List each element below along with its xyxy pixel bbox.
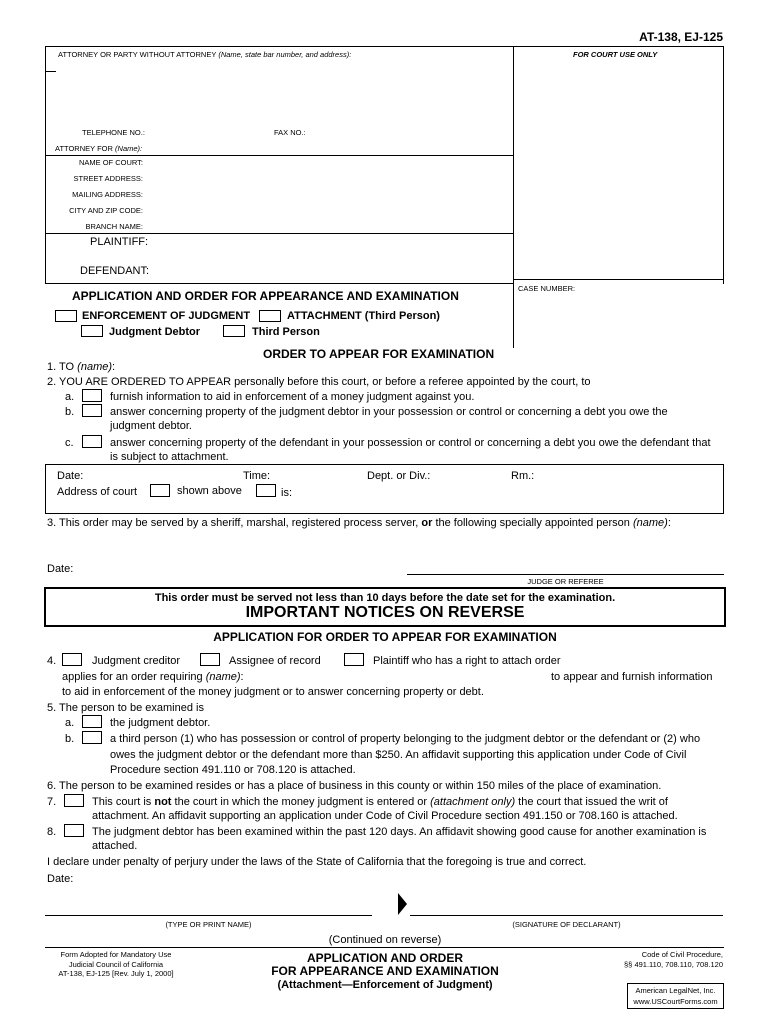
code-line-1: Code of Civil Procedure,: [641, 950, 723, 959]
continued-text: (Continued on reverse): [328, 934, 442, 946]
legalnet-link[interactable]: www.USCourtForms.com: [633, 997, 718, 1006]
plaintiff-attach-checkbox[interactable]: [344, 653, 364, 666]
form-adopted: [45, 950, 187, 979]
order-date-label[interactable]: Date:: [47, 563, 74, 575]
signature-label: (SIGNATURE OF DECLARANT): [512, 920, 621, 929]
app-item-4-number: 4.: [47, 655, 57, 667]
app-item-5: 5. The person to be examined is: [47, 702, 204, 714]
form-title: APPLICATION AND ORDER FOR APPEARANCE AND EXAMINATION: [72, 289, 459, 303]
print-name-label: (TYPE OR PRINT NAME): [165, 920, 252, 929]
order-b-label: b.: [65, 406, 75, 418]
address-is-label: is:: [281, 487, 292, 499]
code-reference: [624, 950, 723, 969]
caption-right-border: [723, 46, 724, 284]
order-b-checkbox[interactable]: [82, 404, 102, 417]
order-b-text: answer concerning property of the judgment debtor in your possession or control or concerning a debt you owe the judgment debtor.: [110, 406, 668, 432]
form-adopted-line-3: AT-138, EJ-125 [Rev. July 1, 2000]: [58, 969, 174, 978]
order-c-text: answer concerning property of the defendant in your possession or control or concerning a debt you owe the defendant that is subject to attachment.: [110, 437, 711, 463]
judgment-debtor-checkbox[interactable]: [81, 325, 103, 337]
attorney-label: ATTORNEY OR PARTY WITHOUT ATTORNEY (Name, state bar number, and address):: [58, 50, 352, 59]
app-5b-text: a third person (1) who has possession or control of property belonging to the judgment debtor or the defendant or (2) who owes the judgment debtor or the defendant more than $250. An affidavit supporting this application under Code of Civil Procedure section 491.110 or 708.120 is attached.: [110, 733, 701, 776]
app-8-checkbox[interactable]: [64, 824, 84, 837]
name-of-court-label[interactable]: NAME OF COURT:: [78, 158, 143, 167]
defendant-label[interactable]: DEFENDANT:: [80, 265, 150, 277]
applies-text: applies for an order requiring (name):: [62, 671, 244, 683]
order-a-checkbox[interactable]: [82, 389, 102, 402]
telephone-label[interactable]: TELEPHONE NO.:: [82, 128, 145, 137]
judge-label: JUDGE OR REFEREE: [527, 577, 604, 586]
judgment-debtor-label: Judgment Debtor: [109, 326, 201, 338]
app-5a-text: the judgment debtor.: [110, 717, 211, 729]
branch-name-label[interactable]: BRANCH NAME:: [85, 222, 143, 231]
title-top-line: [45, 283, 514, 284]
fax-label[interactable]: FAX NO.:: [274, 128, 306, 137]
party-section-line: [46, 233, 513, 234]
print-name-line[interactable]: [45, 915, 372, 916]
enforcement-checkbox[interactable]: [55, 310, 77, 322]
order-a-text: furnish information to aid in enforcement of a money judgment against you.: [110, 391, 475, 403]
order-c-checkbox[interactable]: [82, 435, 102, 448]
app-8-text: The judgment debtor has been examined within the past 120 days. An affidavit showing good cause for another examination is attached.: [92, 826, 707, 852]
enforcement-label: ENFORCEMENT OF JUDGMENT: [82, 310, 251, 322]
plaintiff-label[interactable]: PLAINTIFF:: [90, 236, 149, 248]
city-zip-label[interactable]: CITY AND ZIP CODE:: [69, 206, 143, 215]
order-item-3: 3. This order may be served by a sheriff, marshal, registered process server, or the following specially appointed person (name):: [47, 517, 671, 529]
assignee-checkbox[interactable]: [200, 653, 220, 666]
hearing-room-label[interactable]: Rm.:: [511, 470, 535, 482]
attorney-mark: [46, 71, 56, 72]
hearing-date-label[interactable]: Date:: [57, 470, 84, 482]
court-use-label: FOR COURT USE ONLY: [573, 50, 658, 59]
footer-title-line-2: FOR APPEARANCE AND EXAMINATION: [271, 964, 499, 978]
assignee-label: Assignee of record: [229, 655, 321, 667]
app-5b-checkbox[interactable]: [82, 731, 102, 744]
street-address-label[interactable]: STREET ADDRESS:: [73, 174, 143, 183]
third-person-checkbox[interactable]: [223, 325, 245, 337]
order-item-1: 1. TO (name):: [47, 361, 116, 373]
attachment-checkbox[interactable]: [259, 310, 281, 322]
code-line-2: §§ 491.110, 708.110, 708.120: [624, 959, 723, 969]
judgment-creditor-checkbox[interactable]: [62, 653, 82, 666]
app-item-8-number: 8.: [47, 826, 57, 838]
order-c-label: c.: [65, 437, 74, 449]
to-appear-text: to appear and furnish information: [551, 671, 713, 683]
signature-arrow-icon: [398, 893, 408, 915]
caption-divider: [513, 46, 514, 348]
legalnet-box: [627, 983, 724, 1009]
application-heading: APPLICATION FOR ORDER TO APPEAR FOR EXAMINATION: [213, 630, 557, 644]
app-5a-checkbox[interactable]: [82, 715, 102, 728]
app-item-7-number: 7.: [47, 796, 57, 808]
form-adopted-line-2: Judicial Council of California: [68, 959, 164, 969]
app-item-6: 6. The person to be examined resides or has a place of business in this county or within 150 miles of the place of examination.: [47, 780, 662, 792]
app-5b-label: b.: [65, 733, 75, 745]
declaration-text: I declare under penalty of perjury under the laws of the State of California that the foregoing is true and correct.: [47, 856, 587, 868]
plaintiff-attach-label: Plaintiff who has a right to attach order: [373, 655, 561, 667]
hearing-dept-label[interactable]: Dept. or Div.:: [367, 470, 431, 482]
caption-top-border: [45, 46, 724, 47]
hearing-time-label[interactable]: Time:: [243, 470, 271, 482]
footer-title: [230, 952, 540, 992]
form-adopted-line-1: Form Adopted for Mandatory Use: [60, 950, 172, 959]
shown-above-checkbox[interactable]: [150, 484, 170, 497]
important-notices: IMPORTANT NOTICES ON REVERSE: [245, 604, 525, 621]
signature-line[interactable]: [410, 915, 723, 916]
app-7-text: This court is not the court in which the money judgment is entered or (attachment only) the court that issued the writ of attachment. An affidavit supporting an application under Code of Civil Procedure section 491.150 or 708.160 is attached.: [92, 796, 678, 822]
judgment-creditor-label: Judgment creditor: [92, 655, 181, 667]
shown-above-label: shown above: [177, 485, 242, 497]
app-5a-label: a.: [65, 717, 75, 729]
to-aid-text: to aid in enforcement of the money judgment or to answer concerning property or debt.: [62, 686, 484, 698]
case-number-top-line: [513, 279, 723, 280]
case-number-label[interactable]: CASE NUMBER:: [518, 284, 576, 293]
order-item-2: 2. YOU ARE ORDERED TO APPEAR personally before this court, or before a referee appointed by the court, to: [47, 376, 591, 388]
third-person-label: Third Person: [252, 326, 320, 338]
footer-title-line-3: (Attachment—Enforcement of Judgment): [277, 979, 493, 991]
court-section-line: [46, 155, 513, 156]
attachment-label: ATTACHMENT (Third Person): [287, 310, 440, 322]
notice-text: This order must be served not less than 10 days before the date set for the examination.: [154, 592, 616, 604]
attorney-for-label[interactable]: ATTORNEY FOR (Name):: [55, 144, 143, 153]
app-date-label[interactable]: Date:: [47, 873, 74, 885]
mailing-address-label[interactable]: MAILING ADDRESS:: [72, 190, 143, 199]
app-7-checkbox[interactable]: [64, 794, 84, 807]
form-number: AT-138, EJ-125: [639, 30, 723, 44]
order-a-label: a.: [65, 391, 75, 403]
address-is-checkbox[interactable]: [256, 484, 276, 497]
judge-signature-line[interactable]: [407, 574, 724, 575]
address-of-court-label: Address of court: [57, 486, 138, 498]
footer-title-line-1: APPLICATION AND ORDER: [307, 951, 463, 965]
footer-line: [45, 947, 724, 948]
order-heading: ORDER TO APPEAR FOR EXAMINATION: [263, 347, 495, 361]
legalnet-line-1: American LegalNet, Inc.: [635, 986, 716, 995]
